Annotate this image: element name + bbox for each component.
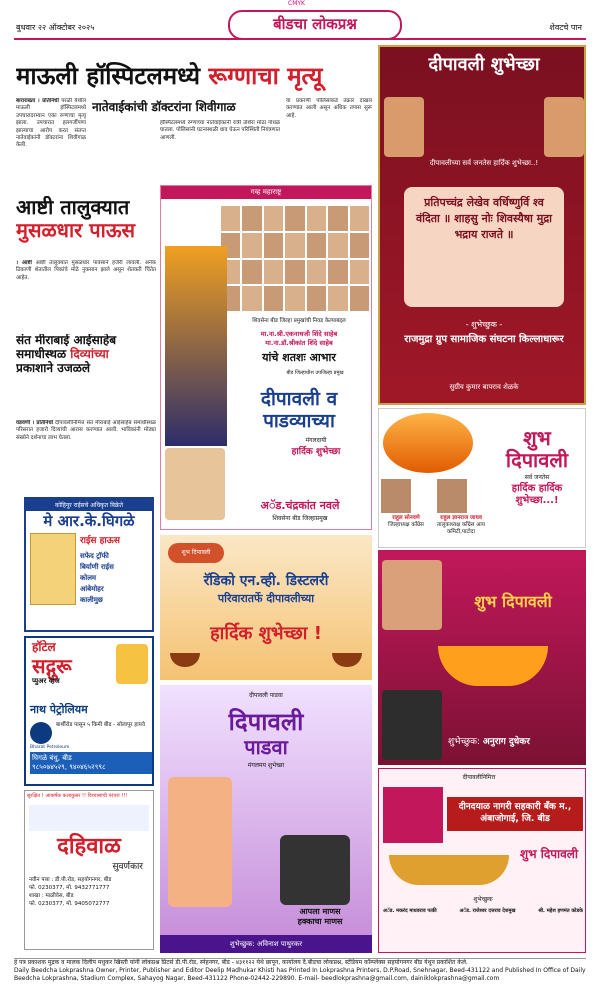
imprint-footer: हे पत्र प्रकाशक मुद्रक व मालक दिलीप मधुकर खिस्ती यांनी लोकप्रश्न प्रिंटर्स डी.पी.रोड, स्नेहनगर, बीड - ४३११२२ येथे छापून, कार्यालय दै.बीडचा लोकप्रश्न, स्टेडियम कॉम्प्लेक्स सहयोगनगर बीड येथून प्रकाशित केले. Daily Beedcha Lokprashna Owner, Printer, Publisher and Editor Deelip Madhukar Khisti has Printed In Lokprashna Printers, D.P.Road, Snehnagar, Beed-431122 and Published In Office of Daily Beedcha Lokprashna, Stadium Complex, Sahayog Nagar, Beed-431122 Phone-02442-229890. E-mail- beedlokprashna@gmail.com, dainiklokprashna@gmail.com xyxy=(14,958,586,998)
page-label: शेवटचे पान xyxy=(549,23,582,32)
bank-notice-image xyxy=(383,787,443,843)
rice-bag-image xyxy=(30,533,76,605)
ad-radico-distillery: शुभ दिपावली रॅडिको एन.व्ही. डिस्टलरी परिवारातर्फे दीपावलीच्या हार्दिक शुभेच्छा ! xyxy=(160,535,372,680)
ad-hotel-sadguru: हॉटेल सद्गुरू प्युअर व्हेज नाथ पेट्रोलियम Bharat Petroleum बार्शीरोड पासून ५ किमी बीड - सोलापूर हायवे घिगळे बंधु, बीड ९८५०७४५२९, ९४०४६५२९९८ xyxy=(24,636,154,786)
diya-image xyxy=(389,855,509,885)
ad-navale-greeting: गव्ह महाराष्ट्र शिवसेना बीड जिल्हा प्रमुखांची निवड केल्याबद्दल मा.ना.श्री.एकनाथजी शिंदे साहेब मा.ना.डॉ.श्रीकांत शिंदे साहेब यांचे शतशः आभार बीड जिल्हाधीश उपजिल्हा प्रमुख दीपावली व पाडव्याच्या मंगलदायी हार्दिक शुभेच्छा अॅड.चंद्रकांत नवले शिवसेना बीड जिल्हाप्रमुख xyxy=(160,185,372,530)
masthead: बीडचा लोकप्रश्न xyxy=(228,10,402,40)
ad-padwa-greeting: दीपावली पाडवा दिपावली पाडवा मंगलमय शुभेच्छा आपला माणस हक्काचा माणस शुभेच्छुक: अविनाश पाथुरकर xyxy=(160,685,372,953)
issue-date: बुधवार २२ ऑक्टोबर २०२५ xyxy=(16,23,95,32)
person-portrait-image xyxy=(437,479,467,513)
lead-col-right: या प्रकरणी पोलिसांकडे तक्रार दाखल करण्यात आली असून अधिक तपास सुरू आहे. xyxy=(286,98,372,119)
lead-col-left: बाराराख्ता । प्रतिनिधी परळी येथील माऊली हॉस्पिटलमध्ये उपचारादरम्यान एका रुग्णाचा मृत्यू झाला. उपचारात हलगर्जीपणा झाल्याचा आरोप करत संतप्त नातेवाईकांनी डॉक्टरांना शिवीगाळ केली. xyxy=(16,98,86,149)
bharat-petroleum-logo xyxy=(30,722,52,744)
ad-dudhekar-greeting: शुभ दिपावली शुभेच्छुक: अनुराग दुधेकर xyxy=(378,550,586,765)
person-portrait-image xyxy=(280,835,350,905)
page-header xyxy=(14,8,586,40)
lead-subheadline: नातेवाईकांची डॉक्टरांना शिवीगाळ xyxy=(92,100,236,114)
print-mark: CMYK xyxy=(288,0,305,7)
story3-body: वडवणी । प्रतिनिधी दीपावलीनिमित्त संत मीराबाई आईसाहेब समाधीस्थळ परिसरात हजारो दिव्यांची आरास करण्यात आली. भाविकांनी मोठ्या संख्येने दर्शनाचा लाभ घेतला. xyxy=(16,420,156,441)
diya-image xyxy=(383,413,473,473)
ad-rajmudra-group: दीपावली शुभेच्छा दीपावलीच्या सर्व जनतेस हार्दिक शुभेच्छा..! प्रतिपच्चंद्र लेखेव वर्धिष्णुर्वि श्व वंदिता ॥ शाहसु नोः शिवस्यैषा मुद्रा भद्राय राजते ॥ - शुभेच्छुक - राजमुद्रा ग्रुप सामाजिक संघटना किल्लाधारूर सुग्रीव कुमार बापराव शेळके xyxy=(378,45,586,405)
diya-icon xyxy=(170,653,200,667)
leader-portrait-image xyxy=(165,246,227,446)
ad-rk-ghigle: कोहिनूर राईसचे अधिकृत विक्रेते मे आर.के.घिगळे राईस हाऊस सफेद ट्रॉफी बिर्याणी राईस कोलम आंबेमोहर कालीमुछ xyxy=(24,497,154,632)
navale-portrait-image xyxy=(165,448,225,520)
person-portrait-image xyxy=(384,97,424,157)
ad-sonwane-greeting: शुभ दिपावली सर्व जनतेस हार्दिक हार्दिक शुभेच्छा...! राहुल सोनवणे जिल्हाध्यक्ष काँग्रेस राहुल ज्ञानराज जाधव तालुकाध्यक्ष काँग्रेस आय कमिटी,पाटोदा xyxy=(378,408,586,548)
portrait-image xyxy=(116,644,148,684)
ad-dahiwal-jewellers: सुरक्षित ! आकर्षक कलाकुसर !! विश्वासाची परंपरा !!! दहिवाळ सुवर्णकार नवीन पत्ता : डी.पी.रोड, सहयोगनगर, बीड फो. 0230377, मो. 9432771777 शाखा : माळीवेस, बीड फो. 0230377, मो. 9405072777 xyxy=(24,790,154,950)
lead-headline: माऊली हॉस्पिटलमध्ये रूग्णाचा मृत्यू xyxy=(16,62,323,90)
person-portrait-image xyxy=(544,97,584,157)
diya-image xyxy=(438,646,548,686)
diya-icon xyxy=(332,653,362,667)
story2-headline: आष्टी तालुक्यात मुसळधार पाऊस xyxy=(16,196,136,242)
ad-deendayal-bank: दीपावलीनिमित्त दीनदयाळ नागरी सहकारी बँक म., अंबाजोगाई, जि. बीड शुभ दिपावली शुभेच्छुक अॅड. मकरंद माधवराव पत्की अॅड. राजेश्वर दत्तराव देशमुख श्री. महेश हणमंत कोडके xyxy=(378,768,586,953)
story2-body: । आष्टी आष्टी तालुक्यात मुसळधार पावसाने हजेरी लावली. अनेक ठिकाणी शेतातील पिकांचे मोठे नुकसान झाले असून शेतकरी चिंतेत आहेत. xyxy=(16,260,156,281)
lead-col-mid: हॉस्पिटलमध्ये रुग्णाच्या नातेवाईकांनी रात्री उशिरा मोठा गोंधळ घातला. पोलिसांनी घटनास्थळी धाव घेऊन परिस्थिती नियंत्रणात आणली. xyxy=(160,120,280,141)
story3-headline: संत मीराबाई आईसाहेब समाधीस्थळ दिव्यांच्या प्रकाशाने उजळले xyxy=(16,334,117,375)
person-portrait-image xyxy=(382,690,442,760)
person-portrait-image xyxy=(382,560,442,630)
person-portrait-image xyxy=(168,777,232,907)
person-portrait-image xyxy=(381,479,411,513)
